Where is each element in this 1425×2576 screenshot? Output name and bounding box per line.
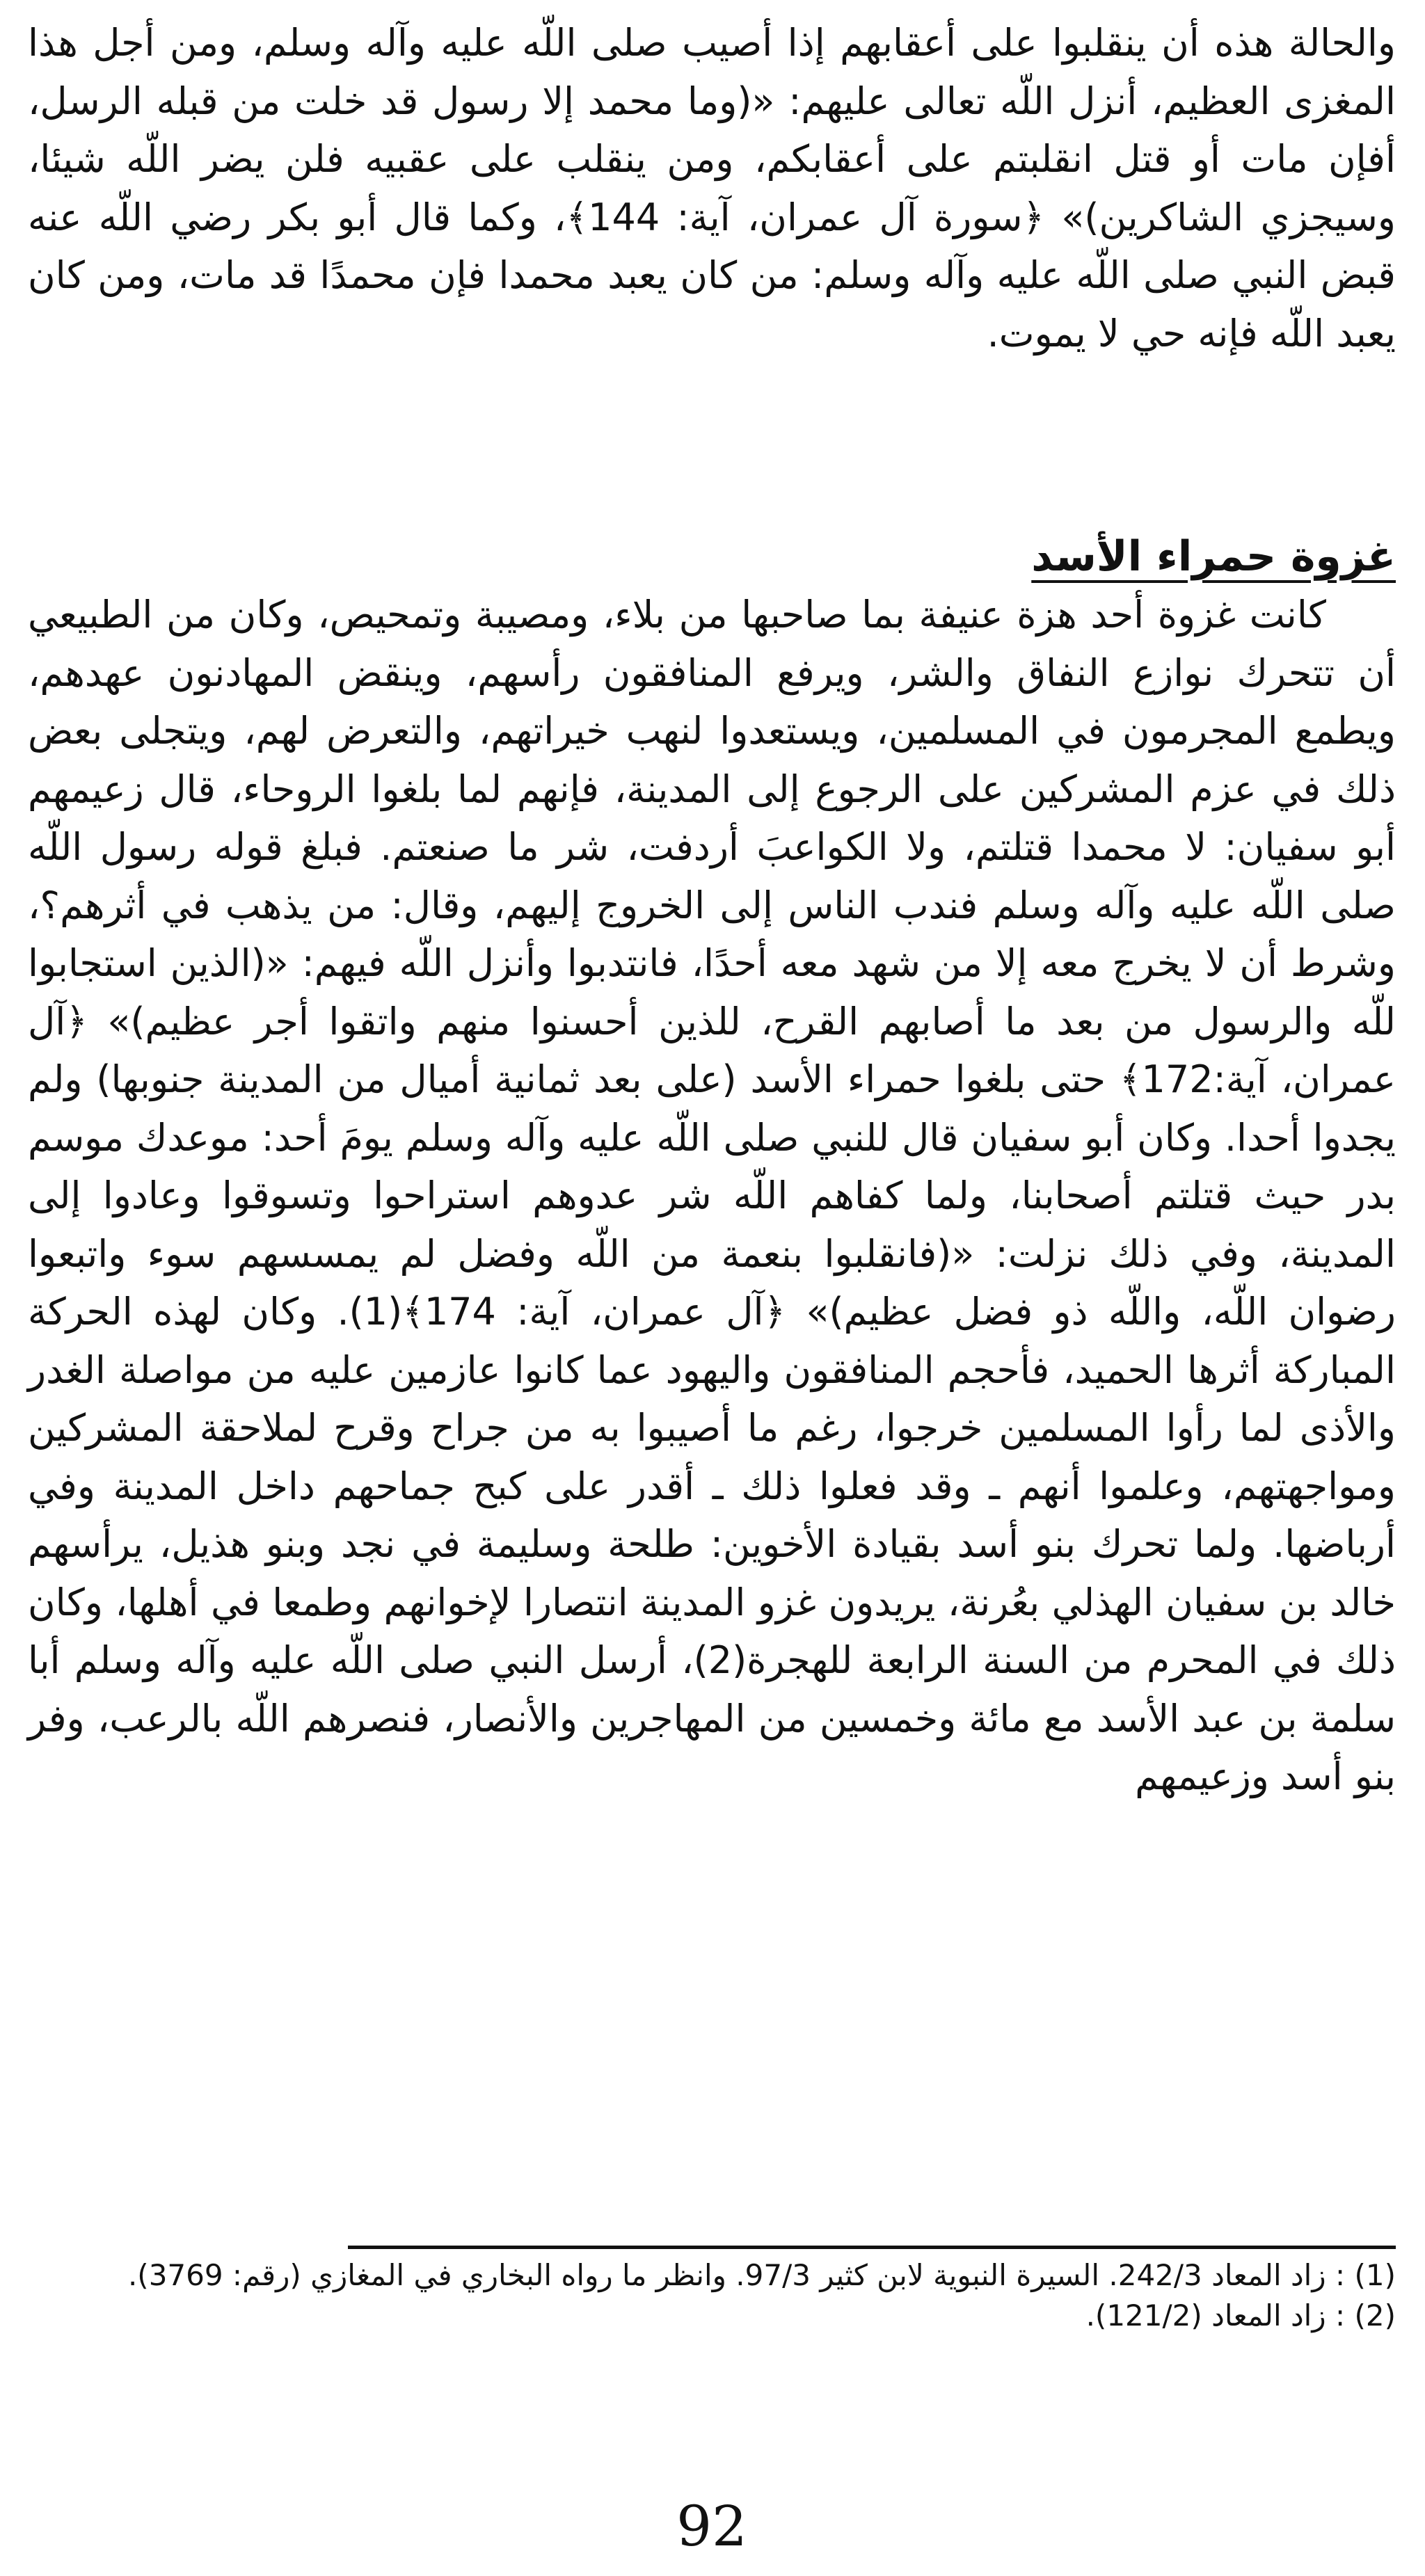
footnote-2: (2) : زاد المعاد (121/2). — [1085, 2298, 1396, 2333]
footnote-1: (1) : زاد المعاد 242/3. السيرة النبوية لابن كثير 97/3. وانظر ما رواه البخاري في المغازي (رقم: 3769). — [127, 2258, 1396, 2292]
footnote-divider — [348, 2246, 1396, 2249]
footnotes — [28, 2255, 1396, 2336]
section-heading: غزوة حمراء الأسد — [1031, 532, 1396, 581]
book-page — [28, 14, 1396, 2560]
page-number: 92 — [676, 2494, 747, 2559]
paragraph-main — [28, 586, 1396, 1806]
paragraph-main-text: كانت غزوة أحد هزة عنيفة بما صاحبها من بلاء، ومصيبة وتمحيص، وكان من الطبيعي أن تتحرك نوازع النفاق والشر، ويرفع المنافقون رأسهم، وينقض المهادنون عهدهم، ويطمع المجرمون في المسلمين، ويستعدوا لنهب خيراتهم، والتعرض لهم، ويتجلى بعض ذلك في عزم المشركين على الرجوع إلى المدينة، فإنهم لما بلغوا الروحاء، قال زعيمهم أبو سفيان: لا محمدا قتلتم، ولا الكواعبَ أردفت، شر ما صنعتم. فبلغ قوله رسول اللّه صلى اللّه عليه وآله وسلم فندب الناس إلى الخروج إليهم، وقال: من يذهب في أثرهم؟، وشرط أن لا يخرج معه إلا من شهد معه أحدًا، فانتدبوا وأنزل اللّه فيهم: «(الذين استجابوا للّه والرسول من بعد ما أصابهم القرح، للذين أحسنوا منهم واتقوا أجر عظيم)» ﴿آل عمران، آية:172﴾ حتى بلغوا حمراء الأسد (على بعد ثمانية أميال من المدينة جنوبها) ولم يجدوا أحدا. وكان أبو سفيان قال للنبي صلى اللّه عليه وآله وسلم يومَ أحد: موعدك موسم بدر حيث قتلتم أصحابنا، ولما كفاهم اللّه شر عدوهم استراحوا وتسوقوا وعادوا إلى المدينة، وفي ذلك نزلت: «(فانقلبوا بنعمة من اللّه وفضل لم يمسسهم سوء واتبعوا رضوان اللّه، واللّه ذو فضل عظيم)» ﴿آل عمران، آية: 174﴾(1). وكان لهذه الحركة المباركة أثرها الحميد، فأحجم المنافقون واليهود عما كانوا عازمين عليه من مواصلة الغدر والأذى لما رأوا المسلمين خرجوا، رغم ما أصيبوا به من جراح وقرح لملاحقة المشركين ومواجهتهم، وعلموا أنهم ـ وقد فعلوا ذلك ـ أقدر على كبح جماحهم داخل المدينة وفي أرباضها. ولما تحرك بنو أسد بقيادة الأخوين: طلحة وسليمة في نجد وبنو هذيل، يرأسهم خالد بن سفيان الهذلي بعُرنة، يريدون غزو المدينة انتصارا لإخوانهم وطمعا في أهلها، وكان ذلك في المحرم من السنة الرابعة للهجرة(2)، أرسل النبي صلى اللّه عليه وآله وسلم أبا سلمة بن عبد الأسد مع مائة وخمسين من المهاجرين والأنصار، فنصرهم اللّه بالرعب، وفر بنو أسد وزعيمهم — [28, 593, 1396, 1798]
paragraph-top: والحالة هذه أن ينقلبوا على أعقابهم إذا أصيب صلى اللّه عليه وآله وسلم، ومن أجل هذا المغزى العظيم، أنزل اللّه تعالى عليهم: «(وما محمد إلا رسول قد خلت من قبله الرسل، أفإن مات أو قتل انقلبتم على أعقابكم، ومن ينقلب على عقبيه فلن يضر اللّه شيئا، وسيجزي الشاكرين)» ﴿سورة آل عمران، آية: 144﴾، وكما قال أبو بكر رضي اللّه عنه قبض النبي صلى اللّه عليه وآله وسلم: من كان يعبد محمدا فإن محمدًا قد مات، ومن كان يعبد اللّه فإنه حي لا يموت. — [28, 21, 1396, 355]
